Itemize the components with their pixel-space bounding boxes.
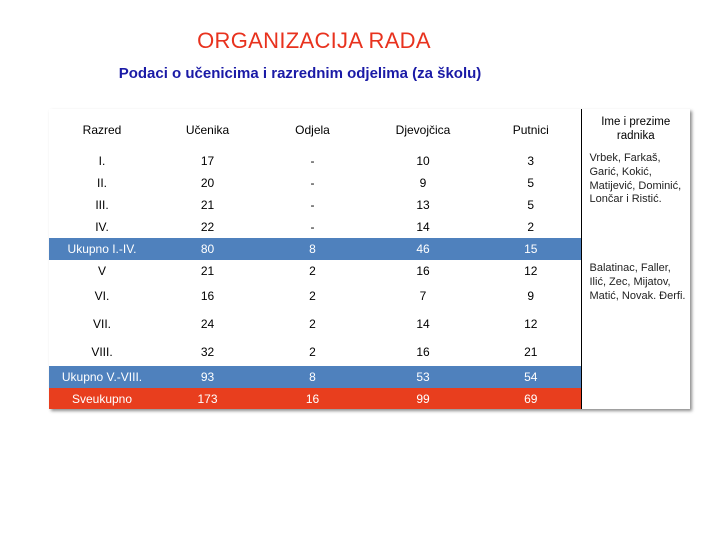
- subtotal-row: [49, 238, 690, 260]
- table-cell: 21: [200, 198, 215, 212]
- staff-names-cell: Vrbek, Farkaš, Garić, Kokić, Matijević, Dominić, Lončar i Ristić.: [581, 150, 690, 238]
- subtotal-cell: 53: [365, 366, 481, 388]
- table-cell: 2: [309, 264, 316, 278]
- table-cell: 16: [416, 264, 430, 278]
- total-cell: 99: [365, 388, 481, 409]
- subtotal-cell: 8: [260, 238, 365, 260]
- subtotal-cell: 93: [155, 366, 260, 388]
- table-cell: I.: [98, 154, 106, 168]
- total-cell: 16: [260, 388, 365, 409]
- table-cell: 10: [416, 154, 430, 168]
- table-cell: VIII.: [91, 345, 113, 359]
- page-title: ORGANIZACIJA RADA: [197, 28, 431, 53]
- table-cell: III.: [95, 198, 109, 212]
- table-cell: VII.: [92, 317, 111, 331]
- subtotal-cell: 80: [155, 238, 260, 260]
- total-cell: 173: [155, 388, 260, 409]
- table-cell: 3: [527, 154, 535, 168]
- table-cell: 24: [200, 317, 215, 331]
- staff-names-cell: Balatinac, Faller, Ilić, Zec, Mijatov, Matić, Novak. Đerfi.: [581, 260, 690, 366]
- table-cell: 21: [524, 345, 538, 359]
- header-cell: Odjela: [295, 122, 330, 137]
- total-label: Sveukupno: [49, 388, 155, 409]
- table-row: [49, 260, 690, 282]
- total-cell: 69: [481, 388, 581, 409]
- table-cell: IV.: [95, 220, 109, 234]
- header-cell: Djevojčica: [395, 122, 451, 137]
- header-cell: Putnici: [512, 122, 549, 137]
- header-cell: Ime i prezime radnika: [581, 109, 690, 150]
- empty-cell: [581, 366, 690, 388]
- table-cell: -: [310, 198, 315, 212]
- table-cell: 21: [200, 264, 215, 278]
- subtotal-label: Ukupno I.-IV.: [49, 238, 155, 260]
- table-cell: 7: [419, 289, 427, 303]
- students-table: [49, 109, 690, 409]
- table-cell: 2: [309, 289, 316, 303]
- header-cell: Učenika: [185, 122, 230, 137]
- subtotal-cell: 46: [365, 238, 481, 260]
- table-cell: 9: [527, 289, 535, 303]
- table-cell: 12: [524, 264, 538, 278]
- table-cell: 17: [200, 154, 215, 168]
- table-cell: II.: [96, 176, 107, 190]
- table-cell: -: [310, 220, 315, 234]
- table-cell: 20: [200, 176, 215, 190]
- table-cell: 2: [527, 220, 535, 234]
- subtotal-cell: 54: [481, 366, 581, 388]
- table-cell: 16: [200, 289, 215, 303]
- table-cell: 14: [416, 317, 430, 331]
- subtotal-label: Ukupno V.-VIII.: [49, 366, 155, 388]
- table-cell: 32: [200, 345, 215, 359]
- table-cell: 12: [524, 317, 538, 331]
- table-cell: 5: [527, 198, 535, 212]
- table-header-row: [49, 109, 690, 150]
- table-cell: VI.: [94, 289, 110, 303]
- subtotal-cell: 8: [260, 366, 365, 388]
- header-cell: Razred: [82, 122, 122, 137]
- table-cell: 2: [309, 345, 316, 359]
- table-cell: 22: [200, 220, 215, 234]
- table-cell: -: [310, 154, 315, 168]
- table-row: [49, 150, 690, 172]
- subtotal-row: [49, 366, 690, 388]
- table-cell: 13: [416, 198, 430, 212]
- table-cell: 14: [416, 220, 430, 234]
- page-subtitle: Podaci o učenicima i razrednim odjelima (za školu): [118, 65, 482, 82]
- table-cell: V: [97, 264, 106, 278]
- table-cell: 9: [419, 176, 427, 190]
- empty-cell: [581, 388, 690, 409]
- total-row: [49, 388, 690, 409]
- table-cell: 5: [527, 176, 535, 190]
- subtotal-cell: 15: [481, 238, 581, 260]
- table-cell: 2: [309, 317, 316, 331]
- table-cell: -: [310, 176, 315, 190]
- empty-cell: [581, 238, 690, 260]
- table-cell: 16: [416, 345, 430, 359]
